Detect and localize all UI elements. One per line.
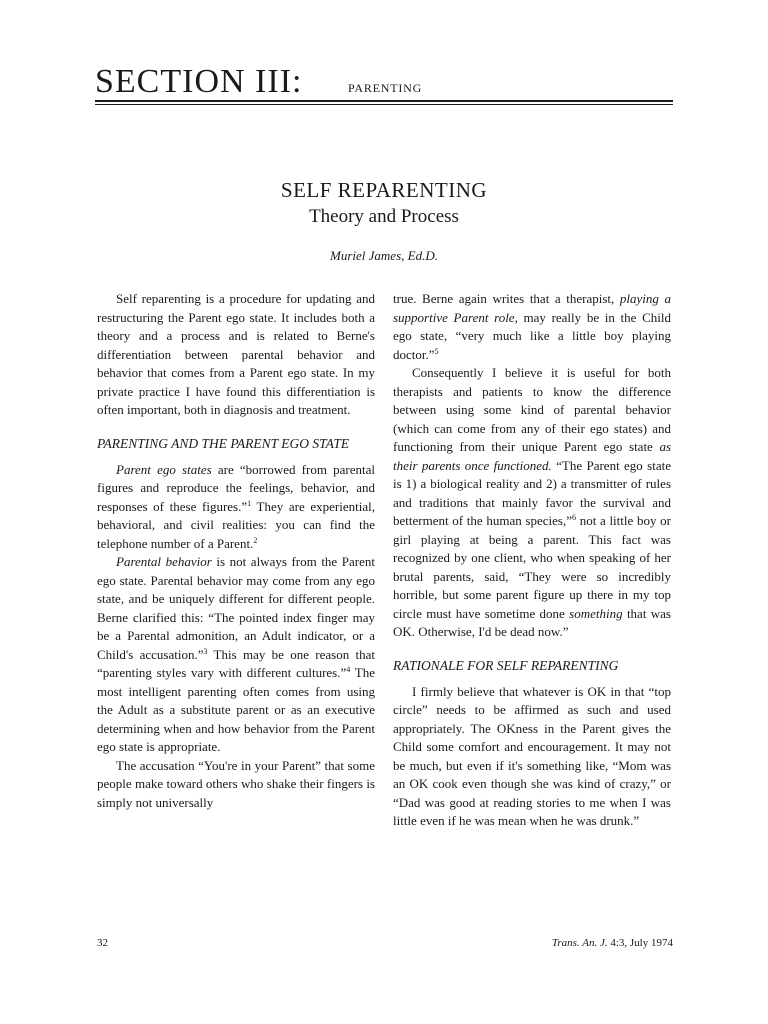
footnote-ref: 5	[434, 346, 439, 356]
paragraph-parent-ego-states: Parent ego states are “borrowed from parental figures and reproduce the feelings, behavior, and responses of these figures.”$^1$ They are experiential, behavioral, and civil realities: you can find the telephone number of a Parent.$^2$	[97, 461, 375, 551]
intro-paragraph: Self reparenting is a procedure for updating and restructuring the Parent ego state. It includes both a theory and a process and is related to Berne's differentiation between parental behavior and behavior that comes from a Parent ego state. In my private practice I have found this differentiation is often important, both in diagnosis and treatment.	[97, 291, 375, 417]
paragraph-parental-behavior: Parental behavior is not always from the Parent ego state. Parental behavior may come from any ego state, and be uniquely different for different people. Berne clarified this: “The pointed index finger may be a Parental admonition, an Adult indicator, or a Child's accusation.”$^3$ This may be one reason that “parenting styles vary with different cultures.”$^4$ The most intelligent parenting often comes from using the Adult as a substitute parent or as an executive determining when and how behavior from the Parent ego state is appropriate.	[97, 554, 375, 754]
footnote-ref: 2	[253, 535, 258, 545]
footnote-ref: 6	[572, 513, 576, 522]
heading-parenting: PARENTING AND THE PARENT EGO STATE	[97, 435, 350, 451]
article-title: SELF REPARENTING	[280, 178, 488, 202]
journal-citation	[552, 937, 673, 949]
section-label: SECTION III:	[95, 63, 303, 100]
paragraph-rationale: I firmly believe that whatever is OK in that “top circle” needs to be affirmed as such and used appropriately. The OKness in the Parent gives the Child some comfort and encouragement. It may not be much, but even if it's something like, “Mom was an OK cook even though she was kind of crazy,” or “Dad was good at reading stories to me when I was little even if he was mean when he was drunk.”	[393, 683, 671, 828]
article-author: Muriel James, Ed.D.	[330, 248, 438, 263]
footnote-ref: 1	[247, 498, 252, 508]
emphasis: Parent ego states	[116, 461, 212, 477]
emphasis: Parental behavior	[116, 554, 212, 569]
right-column	[393, 290, 671, 831]
section-topic: PARENTING	[348, 81, 423, 95]
left-column	[97, 290, 375, 812]
emphasis: playing a supportive Parent role,	[393, 291, 671, 325]
header-rule-thick	[95, 100, 673, 102]
heading-rationale: RATIONALE FOR SELF REPARENTING	[393, 657, 619, 673]
footnote-ref: 4	[346, 665, 351, 674]
section-header	[95, 62, 673, 102]
paragraph-consequently: Consequently I believe it is useful for both therapists and patients to know the difference between using some kind of parental behavior (which can come from any of their ego states) and functioning from their unique Parent ego state as their parents once functioned. “The Parent ego state is 1) a biological reality and 2) a transmitter of rules and traditions that mainly favor the survival and betterment of the human species,”$^6$ not a little boy or girl playing at being a parent. This fact was recognized by one client, who when speaking of her brutal parents, said, “They were so incredibly horrible, but some parent figure up there in my top circle must have sometime done something that was OK. Otherwise, I'd be dead now.”	[393, 365, 671, 639]
header-rule-thin	[95, 104, 673, 105]
journal-issue: 4:3, July 1974	[607, 937, 673, 949]
article-subtitle: Theory and Process	[309, 206, 459, 227]
journal-name: Trans. An. J.	[551, 937, 608, 949]
emphasis: something	[569, 605, 623, 621]
page-number: 32	[97, 937, 108, 949]
paragraph-accusation: The accusation “You're in your Parent” that some people make toward others who shake their fingers is simply not universally	[97, 757, 375, 810]
paragraph-continued: true. Berne again writes that a therapist, playing a supportive Parent role, may really be in the Child ego state, “very much like a little boy playing doctor.”$^5$	[393, 291, 671, 362]
emphasis: as their parents once functioned.	[393, 439, 671, 473]
footnote-ref: 3	[203, 646, 208, 656]
